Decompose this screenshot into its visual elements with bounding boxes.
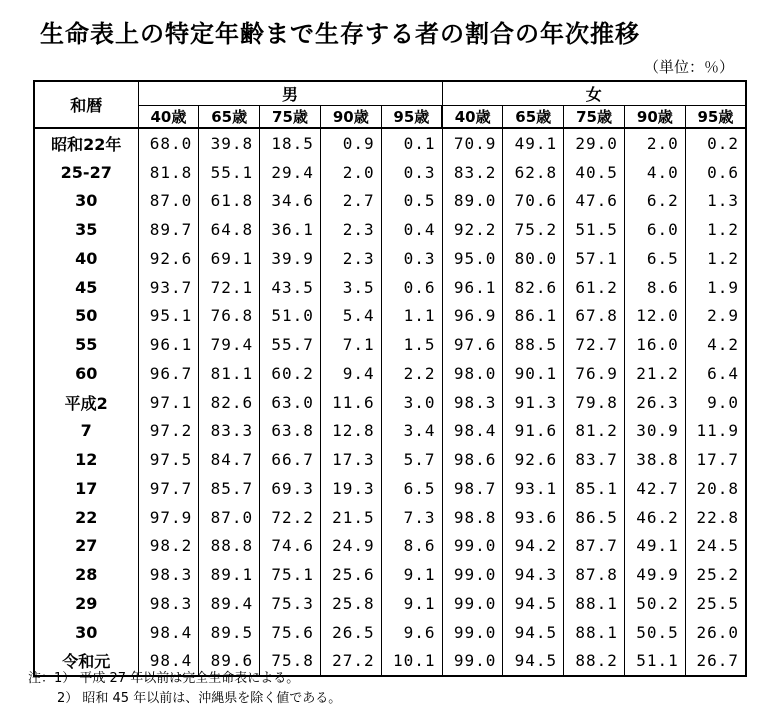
male-age-header: 95歳 bbox=[381, 106, 442, 129]
male-value-cell: 89.4 bbox=[199, 589, 260, 618]
female-value-cell: 95.0 bbox=[442, 244, 503, 273]
female-value-cell: 26.0 bbox=[685, 618, 746, 647]
female-value-cell: 80.0 bbox=[503, 244, 564, 273]
female-value-cell: 96.1 bbox=[442, 273, 503, 302]
male-value-cell: 69.1 bbox=[199, 244, 260, 273]
male-value-cell: 87.0 bbox=[138, 187, 199, 216]
female-value-cell: 91.6 bbox=[503, 417, 564, 446]
male-value-cell: 60.2 bbox=[260, 359, 321, 388]
male-value-cell: 55.7 bbox=[260, 330, 321, 359]
table-row bbox=[34, 158, 746, 187]
era-cell: 28 bbox=[34, 560, 138, 589]
male-value-cell: 0.9 bbox=[320, 128, 381, 158]
male-value-cell: 88.8 bbox=[199, 532, 260, 561]
male-value-cell: 75.6 bbox=[260, 618, 321, 647]
male-value-cell: 81.1 bbox=[199, 359, 260, 388]
male-value-cell: 0.4 bbox=[381, 215, 442, 244]
female-value-cell: 57.1 bbox=[564, 244, 625, 273]
female-value-cell: 98.8 bbox=[442, 503, 503, 532]
female-value-cell: 93.1 bbox=[503, 474, 564, 503]
table-row bbox=[34, 618, 746, 647]
female-value-cell: 30.9 bbox=[624, 417, 685, 446]
female-value-cell: 94.3 bbox=[503, 560, 564, 589]
era-cell: 50 bbox=[34, 302, 138, 331]
male-value-cell: 5.7 bbox=[381, 445, 442, 474]
female-value-cell: 88.1 bbox=[564, 618, 625, 647]
female-value-cell: 75.2 bbox=[503, 215, 564, 244]
female-value-cell: 49.9 bbox=[624, 560, 685, 589]
era-cell: 17 bbox=[34, 474, 138, 503]
era-cell: 30 bbox=[34, 618, 138, 647]
male-value-cell: 9.6 bbox=[381, 618, 442, 647]
table-row bbox=[34, 273, 746, 302]
female-value-cell: 51.5 bbox=[564, 215, 625, 244]
male-age-header: 75歳 bbox=[260, 106, 321, 129]
female-value-cell: 86.1 bbox=[503, 302, 564, 331]
male-value-cell: 39.9 bbox=[260, 244, 321, 273]
table-body bbox=[34, 128, 746, 676]
table-row bbox=[34, 388, 746, 417]
table-row bbox=[34, 302, 746, 331]
female-value-cell: 61.2 bbox=[564, 273, 625, 302]
male-value-cell: 97.9 bbox=[138, 503, 199, 532]
female-value-cell: 97.6 bbox=[442, 330, 503, 359]
male-value-cell: 25.6 bbox=[320, 560, 381, 589]
male-value-cell: 66.7 bbox=[260, 445, 321, 474]
male-value-cell: 79.4 bbox=[199, 330, 260, 359]
female-value-cell: 17.7 bbox=[685, 445, 746, 474]
female-value-cell: 99.0 bbox=[442, 647, 503, 677]
female-value-cell: 99.0 bbox=[442, 618, 503, 647]
male-value-cell: 9.1 bbox=[381, 589, 442, 618]
male-value-cell: 1.5 bbox=[381, 330, 442, 359]
male-value-cell: 18.5 bbox=[260, 128, 321, 158]
female-value-cell: 0.2 bbox=[685, 128, 746, 158]
female-age-header: 75歳 bbox=[564, 106, 625, 129]
male-value-cell: 34.6 bbox=[260, 187, 321, 216]
male-value-cell: 69.3 bbox=[260, 474, 321, 503]
male-value-cell: 19.3 bbox=[320, 474, 381, 503]
female-value-cell: 6.4 bbox=[685, 359, 746, 388]
era-cell: 25-27 bbox=[34, 158, 138, 187]
female-value-cell: 87.8 bbox=[564, 560, 625, 589]
female-value-cell: 8.6 bbox=[624, 273, 685, 302]
male-value-cell: 85.7 bbox=[199, 474, 260, 503]
male-value-cell: 36.1 bbox=[260, 215, 321, 244]
female-value-cell: 1.2 bbox=[685, 244, 746, 273]
table-row bbox=[34, 359, 746, 388]
male-value-cell: 0.3 bbox=[381, 244, 442, 273]
era-cell: 7 bbox=[34, 417, 138, 446]
female-value-cell: 25.5 bbox=[685, 589, 746, 618]
female-group-header: 女 bbox=[442, 81, 746, 106]
male-value-cell: 82.6 bbox=[199, 388, 260, 417]
female-value-cell: 9.0 bbox=[685, 388, 746, 417]
female-age-header: 40歳 bbox=[442, 106, 503, 129]
male-value-cell: 2.7 bbox=[320, 187, 381, 216]
table-row bbox=[34, 128, 746, 158]
female-value-cell: 1.3 bbox=[685, 187, 746, 216]
male-value-cell: 72.2 bbox=[260, 503, 321, 532]
female-value-cell: 98.7 bbox=[442, 474, 503, 503]
female-value-cell: 6.5 bbox=[624, 244, 685, 273]
male-value-cell: 63.8 bbox=[260, 417, 321, 446]
male-value-cell: 68.0 bbox=[138, 128, 199, 158]
female-value-cell: 16.0 bbox=[624, 330, 685, 359]
female-value-cell: 98.0 bbox=[442, 359, 503, 388]
female-value-cell: 62.8 bbox=[503, 158, 564, 187]
female-value-cell: 86.5 bbox=[564, 503, 625, 532]
male-value-cell: 75.8 bbox=[260, 647, 321, 677]
female-value-cell: 4.0 bbox=[624, 158, 685, 187]
female-value-cell: 1.9 bbox=[685, 273, 746, 302]
female-value-cell: 88.1 bbox=[564, 589, 625, 618]
male-value-cell: 98.3 bbox=[138, 560, 199, 589]
male-value-cell: 12.8 bbox=[320, 417, 381, 446]
female-value-cell: 89.0 bbox=[442, 187, 503, 216]
group-header-row bbox=[34, 81, 746, 106]
male-value-cell: 97.2 bbox=[138, 417, 199, 446]
female-value-cell: 2.9 bbox=[685, 302, 746, 331]
era-cell: 45 bbox=[34, 273, 138, 302]
female-value-cell: 94.5 bbox=[503, 618, 564, 647]
male-value-cell: 24.9 bbox=[320, 532, 381, 561]
female-value-cell: 26.7 bbox=[685, 647, 746, 677]
male-value-cell: 63.0 bbox=[260, 388, 321, 417]
female-value-cell: 38.8 bbox=[624, 445, 685, 474]
female-age-header: 90歳 bbox=[624, 106, 685, 129]
female-value-cell: 94.5 bbox=[503, 647, 564, 677]
table-row bbox=[34, 417, 746, 446]
female-value-cell: 50.2 bbox=[624, 589, 685, 618]
female-value-cell: 94.5 bbox=[503, 589, 564, 618]
table-row bbox=[34, 532, 746, 561]
male-value-cell: 3.5 bbox=[320, 273, 381, 302]
female-value-cell: 21.2 bbox=[624, 359, 685, 388]
survival-table bbox=[33, 80, 747, 677]
era-column-header: 和暦 bbox=[34, 81, 138, 128]
male-value-cell: 55.1 bbox=[199, 158, 260, 187]
male-value-cell: 97.5 bbox=[138, 445, 199, 474]
female-value-cell: 93.6 bbox=[503, 503, 564, 532]
male-value-cell: 43.5 bbox=[260, 273, 321, 302]
male-value-cell: 84.7 bbox=[199, 445, 260, 474]
page-title: 生命表上の特定年齢まで生存する者の割合の年次推移 bbox=[40, 20, 640, 48]
female-value-cell: 12.0 bbox=[624, 302, 685, 331]
female-value-cell: 72.7 bbox=[564, 330, 625, 359]
era-cell: 40 bbox=[34, 244, 138, 273]
female-value-cell: 20.8 bbox=[685, 474, 746, 503]
male-value-cell: 89.5 bbox=[199, 618, 260, 647]
male-value-cell: 25.8 bbox=[320, 589, 381, 618]
unit-label: （単位：％） bbox=[643, 58, 734, 76]
female-value-cell: 98.4 bbox=[442, 417, 503, 446]
male-value-cell: 72.1 bbox=[199, 273, 260, 302]
male-value-cell: 97.1 bbox=[138, 388, 199, 417]
male-value-cell: 95.1 bbox=[138, 302, 199, 331]
age-header-row bbox=[34, 106, 746, 129]
male-value-cell: 96.7 bbox=[138, 359, 199, 388]
female-value-cell: 98.3 bbox=[442, 388, 503, 417]
female-value-cell: 88.5 bbox=[503, 330, 564, 359]
male-value-cell: 5.4 bbox=[320, 302, 381, 331]
female-value-cell: 99.0 bbox=[442, 560, 503, 589]
female-value-cell: 99.0 bbox=[442, 589, 503, 618]
male-value-cell: 26.5 bbox=[320, 618, 381, 647]
female-value-cell: 83.2 bbox=[442, 158, 503, 187]
table-row bbox=[34, 445, 746, 474]
female-value-cell: 29.0 bbox=[564, 128, 625, 158]
male-value-cell: 98.4 bbox=[138, 647, 199, 677]
era-cell: 35 bbox=[34, 215, 138, 244]
footnote: 2） 昭和 45 年以前は、沖縄県を除く値である。 bbox=[57, 691, 342, 706]
era-cell: 27 bbox=[34, 532, 138, 561]
female-value-cell: 49.1 bbox=[503, 128, 564, 158]
male-value-cell: 2.0 bbox=[320, 158, 381, 187]
male-value-cell: 51.0 bbox=[260, 302, 321, 331]
male-group-header: 男 bbox=[138, 81, 442, 106]
male-value-cell: 92.6 bbox=[138, 244, 199, 273]
era-cell: 55 bbox=[34, 330, 138, 359]
male-value-cell: 74.6 bbox=[260, 532, 321, 561]
male-age-header: 90歳 bbox=[320, 106, 381, 129]
female-value-cell: 24.5 bbox=[685, 532, 746, 561]
era-cell: 昭和22年 bbox=[34, 128, 138, 158]
male-value-cell: 2.3 bbox=[320, 244, 381, 273]
female-value-cell: 47.6 bbox=[564, 187, 625, 216]
male-value-cell: 6.5 bbox=[381, 474, 442, 503]
male-value-cell: 0.6 bbox=[381, 273, 442, 302]
male-value-cell: 0.3 bbox=[381, 158, 442, 187]
male-value-cell: 98.2 bbox=[138, 532, 199, 561]
era-cell: 29 bbox=[34, 589, 138, 618]
male-value-cell: 98.3 bbox=[138, 589, 199, 618]
female-value-cell: 40.5 bbox=[564, 158, 625, 187]
footnotes bbox=[28, 669, 341, 709]
female-value-cell: 6.0 bbox=[624, 215, 685, 244]
female-value-cell: 83.7 bbox=[564, 445, 625, 474]
male-value-cell: 27.2 bbox=[320, 647, 381, 677]
male-value-cell: 8.6 bbox=[381, 532, 442, 561]
female-value-cell: 70.6 bbox=[503, 187, 564, 216]
era-cell: 60 bbox=[34, 359, 138, 388]
female-value-cell: 0.6 bbox=[685, 158, 746, 187]
table-row bbox=[34, 330, 746, 359]
footnote: 注：1） 平成 27 年以前は完全生命表による。 bbox=[28, 671, 300, 686]
table-row bbox=[34, 215, 746, 244]
male-value-cell: 10.1 bbox=[381, 647, 442, 677]
table-row bbox=[34, 589, 746, 618]
female-value-cell: 98.6 bbox=[442, 445, 503, 474]
female-age-header: 95歳 bbox=[685, 106, 746, 129]
female-value-cell: 11.9 bbox=[685, 417, 746, 446]
male-value-cell: 11.6 bbox=[320, 388, 381, 417]
female-value-cell: 88.2 bbox=[564, 647, 625, 677]
male-value-cell: 89.6 bbox=[199, 647, 260, 677]
table-row bbox=[34, 244, 746, 273]
male-value-cell: 0.1 bbox=[381, 128, 442, 158]
table-row bbox=[34, 474, 746, 503]
male-value-cell: 75.1 bbox=[260, 560, 321, 589]
male-value-cell: 87.0 bbox=[199, 503, 260, 532]
table-row bbox=[34, 503, 746, 532]
male-value-cell: 3.0 bbox=[381, 388, 442, 417]
female-value-cell: 92.2 bbox=[442, 215, 503, 244]
female-value-cell: 6.2 bbox=[624, 187, 685, 216]
female-value-cell: 50.5 bbox=[624, 618, 685, 647]
male-value-cell: 89.7 bbox=[138, 215, 199, 244]
female-value-cell: 99.0 bbox=[442, 532, 503, 561]
female-value-cell: 42.7 bbox=[624, 474, 685, 503]
female-value-cell: 82.6 bbox=[503, 273, 564, 302]
female-value-cell: 90.1 bbox=[503, 359, 564, 388]
male-value-cell: 21.5 bbox=[320, 503, 381, 532]
male-value-cell: 76.8 bbox=[199, 302, 260, 331]
male-value-cell: 98.4 bbox=[138, 618, 199, 647]
era-cell: 30 bbox=[34, 187, 138, 216]
female-value-cell: 79.8 bbox=[564, 388, 625, 417]
male-value-cell: 39.8 bbox=[199, 128, 260, 158]
female-age-header: 65歳 bbox=[503, 106, 564, 129]
male-value-cell: 93.7 bbox=[138, 273, 199, 302]
male-value-cell: 3.4 bbox=[381, 417, 442, 446]
male-value-cell: 75.3 bbox=[260, 589, 321, 618]
male-age-header: 40歳 bbox=[138, 106, 199, 129]
male-value-cell: 9.1 bbox=[381, 560, 442, 589]
era-cell: 12 bbox=[34, 445, 138, 474]
female-value-cell: 22.8 bbox=[685, 503, 746, 532]
female-value-cell: 87.7 bbox=[564, 532, 625, 561]
male-value-cell: 97.7 bbox=[138, 474, 199, 503]
era-cell: 22 bbox=[34, 503, 138, 532]
female-value-cell: 91.3 bbox=[503, 388, 564, 417]
male-value-cell: 1.1 bbox=[381, 302, 442, 331]
era-cell: 令和元 bbox=[34, 647, 138, 677]
female-value-cell: 26.3 bbox=[624, 388, 685, 417]
male-value-cell: 7.1 bbox=[320, 330, 381, 359]
female-value-cell: 46.2 bbox=[624, 503, 685, 532]
female-value-cell: 2.0 bbox=[624, 128, 685, 158]
male-value-cell: 29.4 bbox=[260, 158, 321, 187]
male-value-cell: 0.5 bbox=[381, 187, 442, 216]
male-value-cell: 89.1 bbox=[199, 560, 260, 589]
male-value-cell: 83.3 bbox=[199, 417, 260, 446]
female-value-cell: 49.1 bbox=[624, 532, 685, 561]
male-value-cell: 2.2 bbox=[381, 359, 442, 388]
female-value-cell: 1.2 bbox=[685, 215, 746, 244]
male-value-cell: 64.8 bbox=[199, 215, 260, 244]
female-value-cell: 51.1 bbox=[624, 647, 685, 677]
male-age-header: 65歳 bbox=[199, 106, 260, 129]
table-row bbox=[34, 187, 746, 216]
male-value-cell: 7.3 bbox=[381, 503, 442, 532]
female-value-cell: 67.8 bbox=[564, 302, 625, 331]
female-value-cell: 85.1 bbox=[564, 474, 625, 503]
male-value-cell: 9.4 bbox=[320, 359, 381, 388]
female-value-cell: 96.9 bbox=[442, 302, 503, 331]
female-value-cell: 76.9 bbox=[564, 359, 625, 388]
female-value-cell: 25.2 bbox=[685, 560, 746, 589]
male-value-cell: 81.8 bbox=[138, 158, 199, 187]
female-value-cell: 4.2 bbox=[685, 330, 746, 359]
table-row bbox=[34, 560, 746, 589]
male-value-cell: 61.8 bbox=[199, 187, 260, 216]
male-value-cell: 2.3 bbox=[320, 215, 381, 244]
female-value-cell: 94.2 bbox=[503, 532, 564, 561]
male-value-cell: 96.1 bbox=[138, 330, 199, 359]
female-value-cell: 92.6 bbox=[503, 445, 564, 474]
female-value-cell: 81.2 bbox=[564, 417, 625, 446]
female-value-cell: 70.9 bbox=[442, 128, 503, 158]
male-value-cell: 17.3 bbox=[320, 445, 381, 474]
era-cell: 平成2 bbox=[34, 388, 138, 417]
